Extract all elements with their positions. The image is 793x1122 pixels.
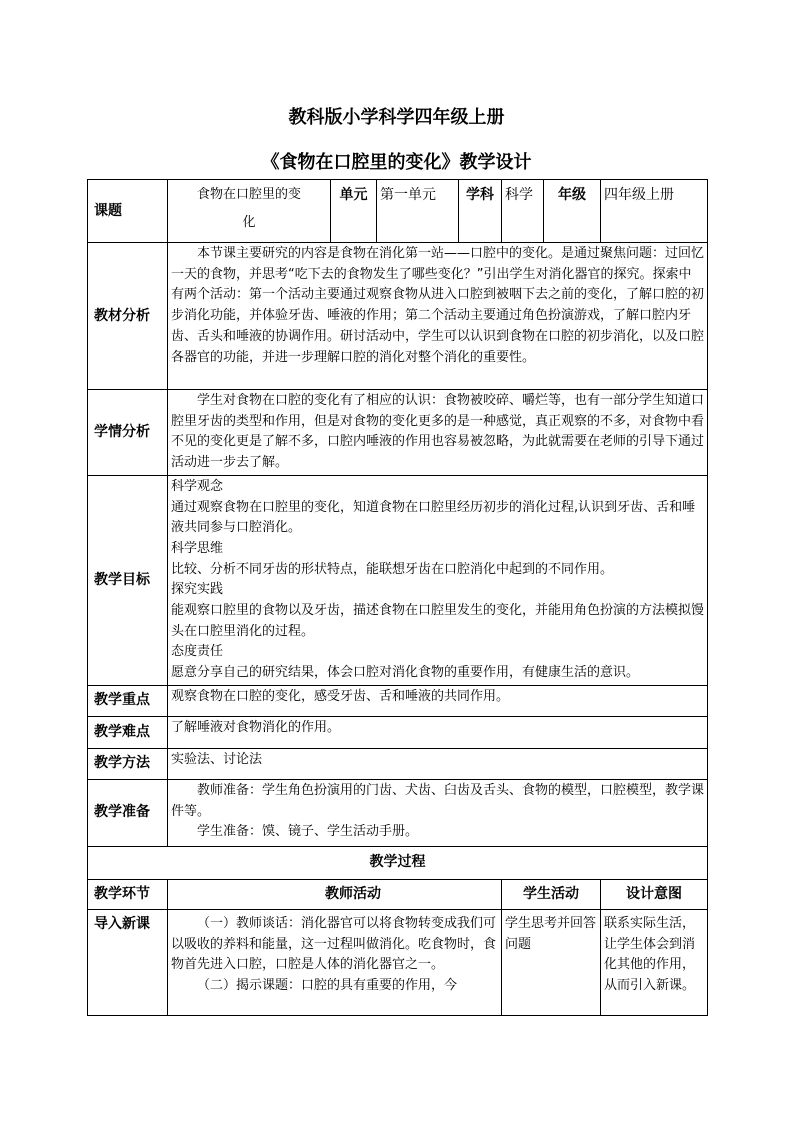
key-row	[88, 685, 708, 716]
document-title: 教科版小学科学四年级上册	[288, 107, 505, 128]
teacher-activity-p2: （二）揭示课题：口腔的具有重要的作用，今	[197, 977, 458, 993]
analysis-label: 教材分析	[88, 243, 168, 390]
col-header-student: 学生活动	[502, 879, 601, 909]
lesson-plan-table	[87, 179, 708, 1016]
prep-label: 教学准备	[88, 779, 168, 846]
unit-label: 单元	[331, 180, 377, 243]
difficult-text: 了解唾液对食物消化的作用。	[168, 716, 708, 748]
method-row	[88, 748, 708, 779]
lesson-title: 《食物在口腔里的变化》教学设计	[261, 152, 532, 173]
key-label: 教学重点	[88, 685, 168, 716]
goal-1-text: 通过观察食物在口腔里的变化，知道食物在口腔里经历初步的消化过程,认识到牙齿、舌和唾液共同参与口腔消化。	[171, 499, 696, 536]
teacher-activity-intro	[168, 909, 502, 1015]
method-text: 实验法、讨论法	[168, 748, 708, 779]
students-text: 学生对食物在口腔的变化有了相应的认识：食物被咬碎、嚼烂等，也有一部分学生知道口腔里牙齿的类型和作用，但是对食物的变化更多的是一种感觉，真正观察的不多，对食物中看不见的变化更是了解不多，口腔内唾液的作用也容易被忽略，为此就需要在老师的引导下通过活动进一步去了解。	[168, 390, 708, 476]
grade-value: 四年级上册	[601, 180, 708, 243]
col-header-teacher: 教师活动	[168, 879, 502, 909]
goal-3-text: 能观察口腔里的食物以及牙齿，描述食物在口腔里发生的变化，并能用角色扮演的方法模拟馒头在口腔里消化的过程。	[171, 603, 705, 639]
stage-intro: 导入新课	[88, 909, 168, 1015]
goal-4-title: 态度责任	[171, 644, 224, 660]
topic-value-line1: 食物在口腔里的变	[196, 187, 301, 202]
analysis-row	[88, 243, 708, 390]
info-row	[88, 180, 708, 243]
prep-student: 学生准备：馍、镜子、学生活动手册。	[197, 824, 419, 840]
teacher-activity-p1: （一）教师谈话：消化器官可以将食物转变成我们可以吸收的养料和能量，这一过程叫做消化。吃食物时，食物首先进入口腔，口腔是人体的消化器官之一。	[171, 915, 497, 973]
col-header-stage: 教学环节	[88, 879, 168, 909]
topic-value-line2: 化	[242, 215, 256, 230]
difficult-row	[88, 716, 708, 748]
subject-label: 学科	[459, 180, 502, 243]
students-row	[88, 390, 708, 476]
key-text: 观察食物在口腔的变化，感受牙齿、舌和唾液的共同作用。	[168, 685, 708, 716]
process-header-row	[88, 879, 708, 909]
topic-value	[168, 180, 331, 243]
prep-row	[88, 779, 708, 846]
difficult-label: 教学难点	[88, 716, 168, 748]
process-row-intro	[88, 909, 708, 1015]
goals-row	[88, 475, 708, 685]
prep-content	[168, 779, 708, 846]
analysis-text: 本节课主要研究的内容是食物在消化第一站——口腔中的变化。是通过聚焦问题：过回忆一天的食物，并思考“吃下去的食物发生了哪些变化？”引出学生对消化器官的探究。探索中有两个活动：第一个活动主要通过观察食物从进入口腔到被咽下去之前的变化，了解口腔的初步消化功能，并体验牙齿、唾液的作用；第二个活动主要通过角色扮演游戏，了解口腔内牙齿、舌头和唾液的协调作用。研讨活动中，学生可以认识到食物在口腔的初步消化，以及口腔各器官的功能，并进一步理解口腔的消化对整个消化的重要性。	[168, 243, 708, 390]
goal-3-title: 探究实践	[171, 582, 224, 598]
goal-2-title: 科学思维	[171, 540, 224, 556]
grade-label: 年级	[544, 180, 601, 243]
process-title: 教学过程	[88, 846, 708, 879]
goal-1-title: 科学观念	[171, 478, 224, 494]
method-label: 教学方法	[88, 748, 168, 779]
subject-value: 科学	[502, 180, 544, 243]
unit-value: 第一单元	[377, 180, 459, 243]
goals-label: 教学目标	[88, 475, 168, 685]
prep-teacher: 教师准备：学生角色扮演用的门齿、犬齿、臼齿及舌头、食物的模型，口腔模型，教学课件等。	[171, 782, 705, 819]
col-header-intent: 设计意图	[601, 879, 708, 909]
goals-content	[168, 475, 708, 685]
student-activity-intro: 学生思考并回答问题	[502, 909, 601, 1015]
design-intent-intro: 联系实际生活，让学生体会到消化其他的作用，从而引入新课。	[601, 909, 708, 1015]
process-title-row	[88, 846, 708, 879]
topic-label: 课题	[88, 180, 168, 243]
goal-4-text: 愿意分享自己的研究结果，体会口腔对消化食物的重要作用，有健康生活的意识。	[171, 665, 640, 681]
goal-2-text: 比较、分析不同牙齿的形状特点，能联想牙齿在口腔消化中起到的不同作用。	[171, 561, 614, 577]
students-label: 学情分析	[88, 390, 168, 476]
